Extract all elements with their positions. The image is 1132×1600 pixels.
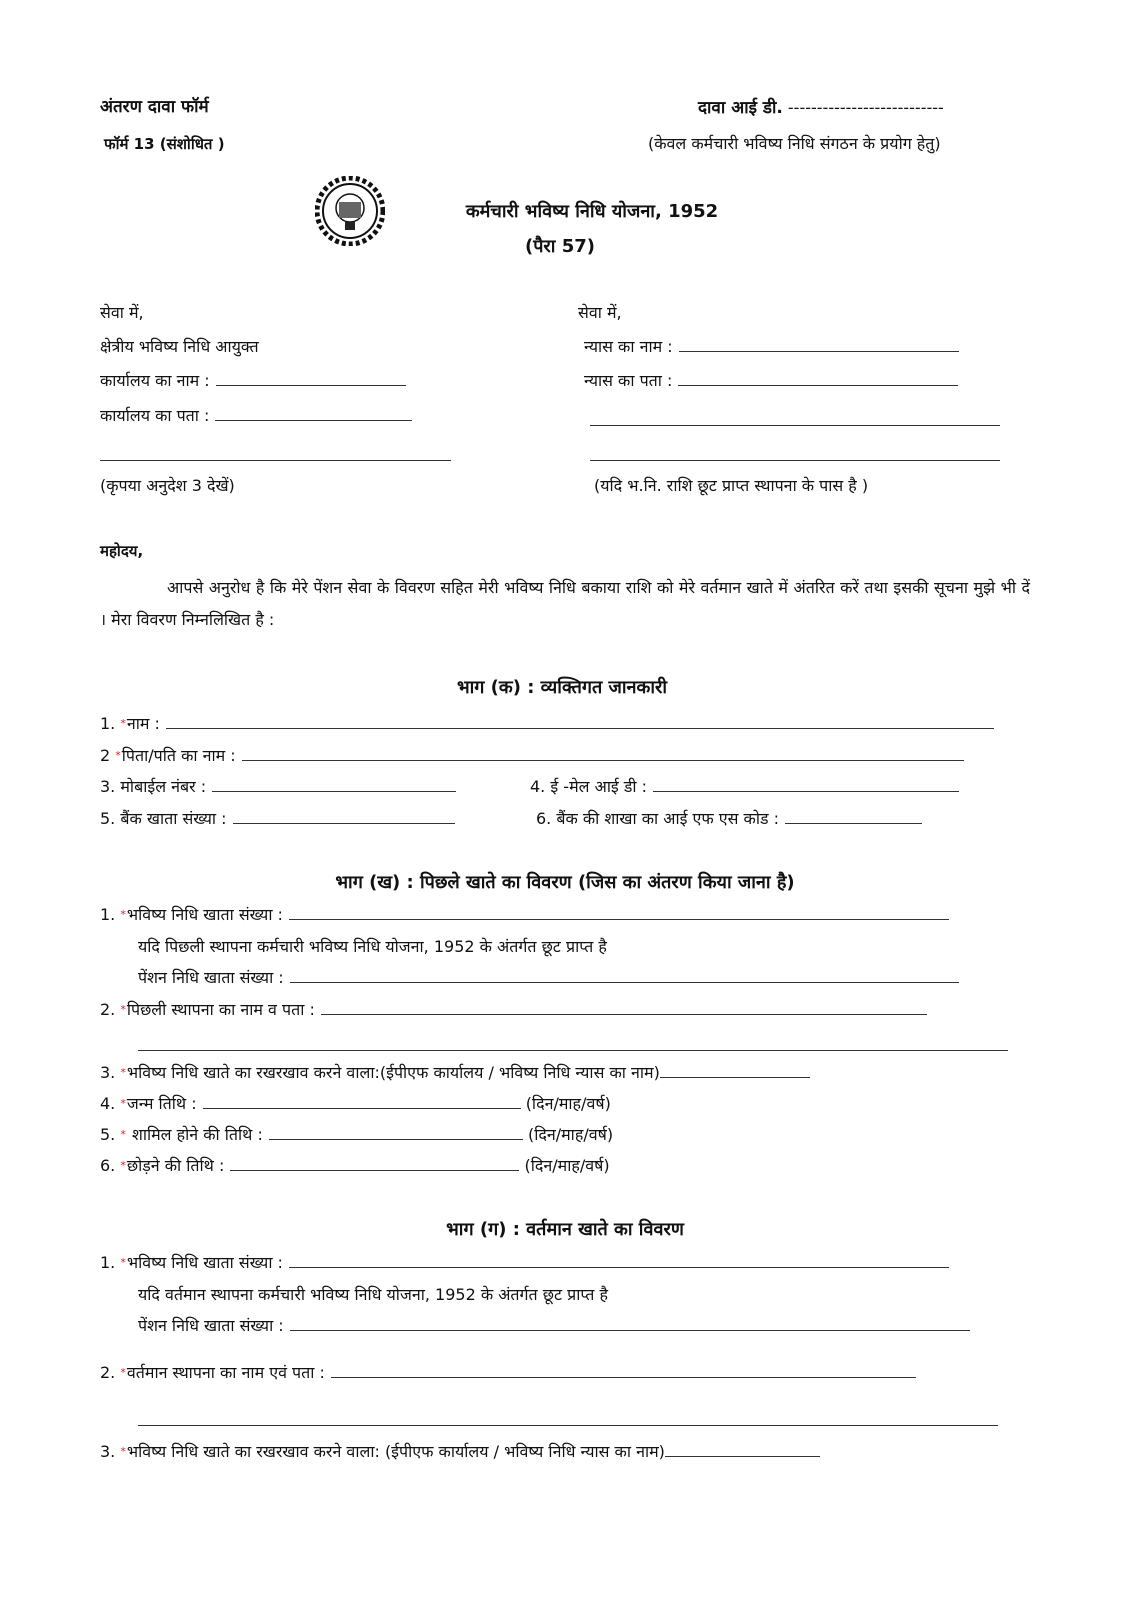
curr-establishment-field[interactable]	[100, 1363, 916, 1383]
father-name-label: पिता/पति का नाम :	[121, 746, 236, 765]
prev-pension-account-field[interactable]	[138, 968, 959, 988]
office-name-label: कार्यालय का नाम :	[100, 371, 210, 390]
father-husband-name-field[interactable]	[100, 746, 964, 766]
office-use-note: (केवल कर्मचारी भविष्य निधि संगठन के प्रयोग हेतु)	[648, 134, 941, 153]
trust-address-blank-2[interactable]	[590, 425, 1000, 426]
form-number: फॉर्म 13 (संशोधित )	[104, 135, 225, 153]
to-right: सेवा में,	[578, 303, 622, 322]
leaving-date-label: छोड़ने की तिथि :	[126, 1156, 225, 1175]
name-field[interactable]	[100, 714, 994, 734]
curr-establishment-blank[interactable]	[331, 1363, 916, 1378]
mobile-label: 3. मोबाईल नंबर :	[100, 777, 207, 796]
salutation: महोदय,	[100, 542, 144, 560]
curr-exempt-note: यदि वर्तमान स्थापना कर्मचारी भविष्य निधि योजना, 1952 के अंतर्गत छूट प्राप्त है	[138, 1285, 609, 1304]
curr-pf-account-label: भविष्य निधि खाता संख्या :	[126, 1253, 283, 1272]
regional-commissioner: क्षेत्रीय भविष्य निधि आयुक्त	[100, 337, 259, 356]
to-left: सेवा में,	[100, 303, 144, 322]
email-blank[interactable]	[653, 777, 959, 792]
pension-account-label: पेंशन निधि खाता संख्या :	[138, 1316, 284, 1335]
item-number: 2.	[100, 1000, 116, 1019]
required-asterisk: *	[120, 1256, 126, 1269]
email-field[interactable]	[530, 777, 959, 797]
required-asterisk: *	[115, 749, 121, 762]
required-asterisk: *	[120, 1366, 126, 1379]
form-title: अंतरण दावा फॉर्म	[100, 97, 209, 117]
prev-pension-account-blank[interactable]	[290, 968, 959, 983]
trust-address-blank[interactable]	[678, 371, 958, 386]
dob-field[interactable]	[100, 1094, 611, 1114]
required-asterisk: *	[120, 1097, 126, 1110]
father-name-blank[interactable]	[242, 746, 964, 761]
prev-maintainer-field[interactable]	[100, 1063, 810, 1083]
trust-address-label: न्यास का पता :	[584, 371, 673, 390]
date-format-hint: (दिन/माह/वर्ष)	[524, 1156, 610, 1175]
required-asterisk: *	[120, 1128, 126, 1141]
exempt-note: (यदि भ.नि. राशि छूट प्राप्त स्थापना के पास है )	[594, 476, 869, 495]
required-asterisk: *	[120, 1003, 126, 1016]
prev-exempt-note: यदि पिछली स्थापना कर्मचारी भविष्य निधि योजना, 1952 के अंतर्गत छूट प्राप्त है	[138, 937, 607, 956]
item-number: 1.	[100, 714, 116, 733]
bank-account-field[interactable]	[100, 809, 455, 829]
ifsc-blank[interactable]	[785, 809, 922, 824]
part-a-heading: भाग (क) : व्यक्तिगत जानकारी	[456, 677, 668, 698]
item-number: 6.	[100, 1156, 116, 1175]
office-name-field[interactable]	[100, 371, 406, 391]
scheme-title: कर्मचारी भविष्य निधि योजना, 1952	[465, 201, 719, 222]
pension-account-label: पेंशन निधि खाता संख्या :	[138, 968, 284, 987]
curr-maintainer-blank[interactable]	[665, 1442, 820, 1457]
curr-pf-account-field[interactable]	[100, 1253, 949, 1273]
claim-id-label: दावा आई डी.	[698, 98, 783, 118]
prev-maintainer-label: भविष्य निधि खाते का रखरखाव करने वाला:(ईपीएफ कार्यालय / भविष्य निधि न्यास का नाम)	[126, 1063, 660, 1082]
prev-establishment-field[interactable]	[100, 1000, 927, 1020]
curr-establishment-label: वर्तमान स्थापना का नाम एवं पता :	[126, 1363, 325, 1382]
curr-maintainer-label: भविष्य निधि खाते का रखरखाव करने वाला: (ईपीएफ कार्यालय / भविष्य निधि न्यास का नाम)	[126, 1442, 665, 1461]
required-asterisk: *	[120, 908, 126, 921]
prev-pf-account-label: भविष्य निधि खाता संख्या :	[126, 905, 283, 924]
claim-id-dashes: ---------------------------	[787, 98, 944, 117]
office-address-blank[interactable]	[215, 406, 412, 421]
part-c-heading: भाग (ग) : वर्तमान खाते का विवरण	[446, 1219, 684, 1240]
office-address-blank-2[interactable]	[100, 460, 451, 461]
mobile-field[interactable]	[100, 777, 456, 797]
name-label: नाम :	[126, 714, 160, 733]
leaving-date-field[interactable]	[100, 1156, 610, 1176]
leaving-date-blank[interactable]	[230, 1156, 519, 1171]
epfo-logo-icon	[315, 176, 385, 246]
trust-address-field[interactable]	[584, 371, 958, 391]
instruction-note: (कृपया अनुदेश 3 देखें)	[100, 476, 235, 495]
office-address-label: कार्यालय का पता :	[100, 406, 210, 425]
required-asterisk: *	[120, 717, 126, 730]
item-number: 4.	[100, 1094, 116, 1113]
prev-establishment-label: पिछली स्थापना का नाम व पता :	[126, 1000, 315, 1019]
para-reference: (पैरा 57)	[524, 236, 596, 257]
item-number: 5.	[100, 1125, 116, 1144]
prev-establishment-blank-2[interactable]	[138, 1050, 1008, 1051]
bank-account-blank[interactable]	[233, 809, 455, 824]
curr-establishment-blank-2[interactable]	[138, 1425, 998, 1426]
item-number: 1.	[100, 905, 116, 924]
trust-address-blank-3[interactable]	[590, 460, 1000, 461]
required-asterisk: *	[120, 1159, 126, 1172]
date-format-hint: (दिन/माह/वर्ष)	[527, 1125, 614, 1144]
email-label: 4. ई -मेल आई डी :	[530, 777, 648, 796]
request-paragraph: आपसे अनुरोध है कि मेरे पेंशन सेवा के विवरण सहित मेरी भविष्य निधि बकाया राशि को मेरे वर्तमान खाते में अंतरित करें तथा इसकी सूचना मुझे भी दें । मेरा विवरण निम्नलिखित है :	[100, 578, 1030, 629]
curr-maintainer-field[interactable]	[100, 1442, 820, 1462]
date-format-hint: (दिन/माह/वर्ष)	[525, 1094, 611, 1113]
office-name-blank[interactable]	[216, 371, 406, 386]
claim-id-field[interactable]	[698, 98, 944, 118]
required-asterisk: *	[120, 1066, 126, 1079]
item-number: 1.	[100, 1253, 116, 1272]
name-blank[interactable]	[166, 714, 994, 729]
trust-name-label: न्यास का नाम :	[584, 337, 673, 356]
part-b-heading: भाग (ख) : पिछले खाते का विवरण (जिस का अंतरण किया जाना है)	[335, 872, 795, 893]
trust-name-blank[interactable]	[679, 337, 959, 352]
prev-maintainer-blank[interactable]	[660, 1063, 810, 1078]
ifsc-label: 6. बैंक की शाखा का आई एफ एस कोड :	[536, 809, 780, 828]
curr-pf-account-blank[interactable]	[289, 1253, 949, 1268]
bank-account-label: 5. बैंक खाता संख्या :	[100, 809, 227, 828]
joining-date-blank[interactable]	[269, 1125, 523, 1140]
mobile-blank[interactable]	[212, 777, 456, 792]
dob-label: जन्म तिथि :	[126, 1094, 197, 1113]
item-number: 3.	[100, 1063, 116, 1082]
curr-pension-account-field[interactable]	[138, 1316, 970, 1336]
dob-blank[interactable]	[203, 1094, 521, 1109]
prev-pf-account-field[interactable]	[100, 905, 949, 925]
prev-establishment-blank[interactable]	[321, 1000, 927, 1015]
joining-date-field[interactable]	[100, 1125, 613, 1145]
prev-pf-account-blank[interactable]	[289, 905, 949, 920]
ifsc-field[interactable]	[536, 809, 922, 829]
joining-date-label: शामिल होने की तिथि :	[126, 1125, 263, 1144]
trust-name-field[interactable]	[584, 337, 959, 357]
item-number: 3.	[100, 1442, 116, 1461]
required-asterisk: *	[120, 1445, 126, 1458]
curr-pension-account-blank[interactable]	[290, 1316, 970, 1331]
item-number: 2.	[100, 1363, 116, 1382]
item-number: 2	[100, 746, 111, 765]
office-address-field[interactable]	[100, 406, 412, 426]
